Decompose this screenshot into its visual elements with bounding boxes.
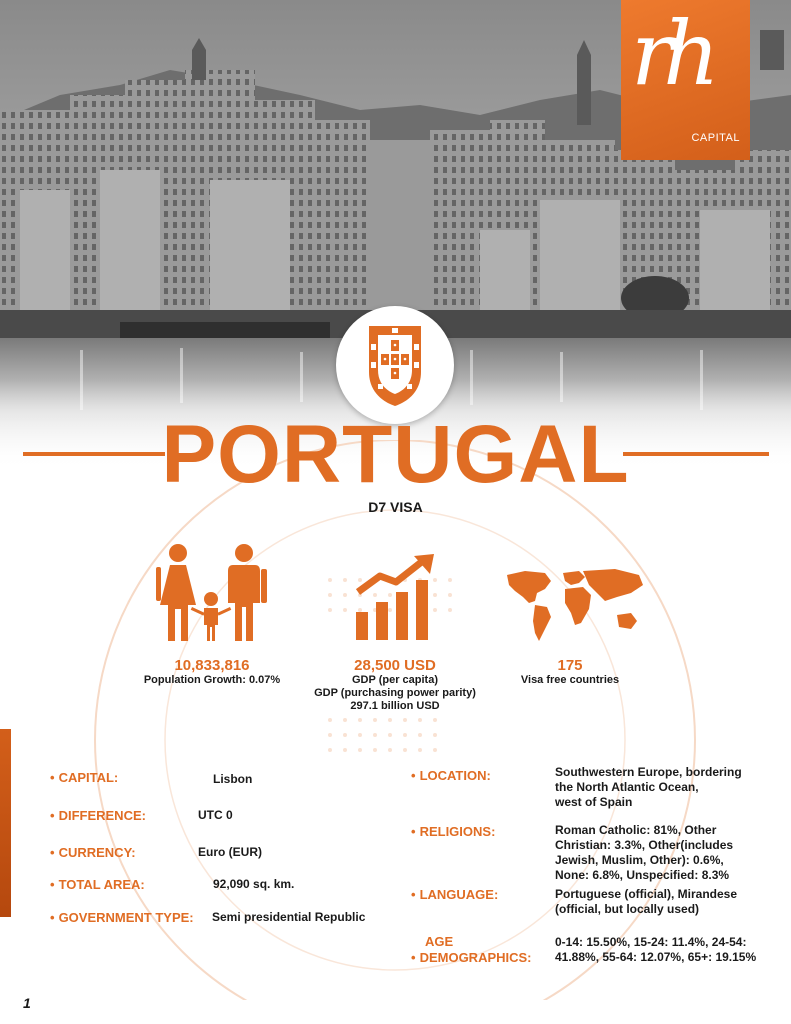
religions-label: • RELIGIONS:	[411, 824, 496, 839]
age-demographics-value: 0-14: 15.50%, 15-24: 11.4%, 24-54: 41.88%, 55-64: 12.07%, 65+: 19.15%	[555, 935, 757, 964]
visa-subtitle: D7 VISA	[368, 499, 423, 515]
growth-chart-icon	[354, 554, 436, 642]
population-value: 10,833,816	[174, 657, 250, 674]
capital-label: • CAPITAL:	[50, 770, 119, 785]
gdp-ppp-label: GDP (purchasing power parity)	[314, 687, 476, 699]
family-icon	[152, 543, 270, 643]
shield-icon	[365, 322, 425, 408]
gdp-per-capita-label: GDP (per capita)	[352, 674, 438, 686]
government-type-label: • GOVERNMENT TYPE:	[50, 910, 194, 925]
gdp-value: 28,500 USD	[354, 657, 436, 674]
religions-value: Roman Catholic: 81%, Other Christian: 3.3%, Other(includes Jewish, Muslim, Other): 0.6%, None: 6.8%, Unspecified: 8.3%	[555, 823, 734, 882]
currency-label: • CURRENCY:	[50, 845, 136, 860]
time-difference-label: • DIFFERENCE:	[50, 808, 146, 823]
side-accent-bar	[0, 729, 11, 917]
visa-free-label: Visa free countries	[520, 674, 620, 686]
world-map-icon	[505, 567, 645, 643]
language-value: Portuguese (official), Mirandese (official, but locally used)	[555, 887, 738, 916]
gdp-ppp-value: 297.1 billion USD	[350, 700, 440, 712]
government-type-value: Semi presidential Republic	[212, 910, 366, 924]
location-label: • LOCATION:	[411, 768, 491, 783]
total-area-label: • TOTAL AREA:	[50, 877, 145, 892]
population-growth-label: Population Growth: 0.07%	[143, 674, 281, 686]
currency-value: Euro (EUR)	[198, 845, 262, 859]
page-number: 1	[23, 995, 31, 1011]
page-title: PORTUGAL	[161, 409, 630, 500]
total-area-value: 92,090 sq. km.	[213, 877, 295, 891]
rh-capital-logo	[621, 0, 750, 160]
logo-monogram: rh	[631, 2, 710, 105]
portugal-coat-of-arms-emblem	[336, 306, 454, 424]
time-difference-value: UTC 0	[198, 808, 233, 822]
language-label: • LANGUAGE:	[411, 887, 499, 902]
logo-caption: CAPITAL	[691, 132, 740, 144]
visa-free-stat	[470, 658, 670, 687]
location-value: Southwestern Europe, bordering the North Atlantic Ocean, west of Spain	[555, 765, 742, 809]
visa-free-value: 175	[557, 657, 583, 674]
capital-value: Lisbon	[213, 772, 253, 786]
gdp-stat	[290, 658, 500, 713]
population-stat	[122, 658, 302, 687]
age-demographics-label: AGE • DEMOGRAPHICS:	[411, 934, 532, 965]
